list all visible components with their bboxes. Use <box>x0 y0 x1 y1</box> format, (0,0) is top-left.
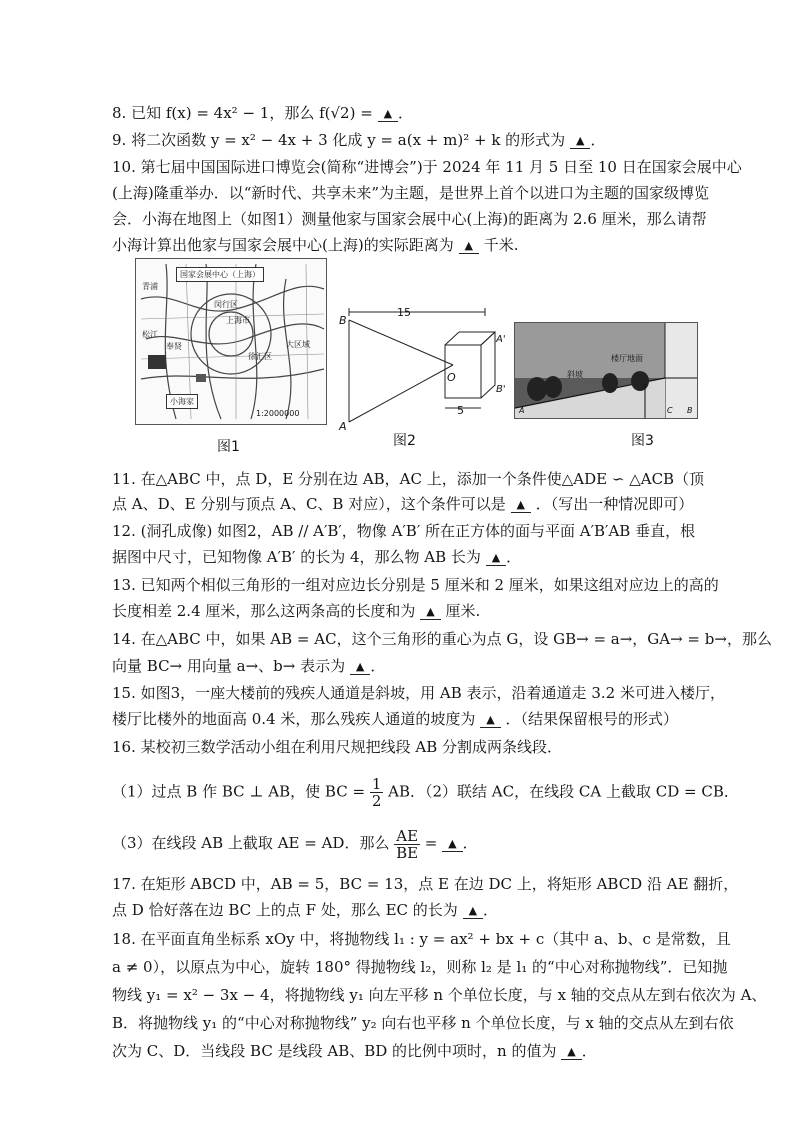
figure-3-ramp-photo <box>514 322 698 419</box>
question-13-line2: 长度相差 2.4 厘米，那么这两条高的长度和为 ▲ 厘米. <box>112 602 481 620</box>
question-18-line1: 18. 在平面直角坐标系 xOy 中，将抛物线 l₁ : y = ax² + bx + c（其中 a、b、c 是常数，且 <box>112 930 731 948</box>
map-place-label: 上海市 <box>226 316 250 325</box>
map-place-label: 徐汇区 <box>248 352 272 361</box>
fig3-label-B: B <box>687 406 693 415</box>
map-label-center: 国家会展中心（上海） <box>176 267 264 282</box>
answer-blank: ▲ <box>570 133 590 149</box>
question-8: 8. 已知 f(x) = 4x² − 1，那么 f(√2) = ▲ ． <box>112 104 414 122</box>
fig2-dimension-5: 5 <box>457 404 464 417</box>
map-place-label: 奉贤 <box>166 342 182 351</box>
ramp-scene <box>515 323 697 418</box>
fig2-label-A: A <box>339 420 347 433</box>
question-10-line3: 会．小海在地图上（如图1）测量他家与国家会展中心(上海)的距离为 2.6 厘米，那么请帮 <box>112 210 707 228</box>
fig2-dimension-15: 15 <box>397 306 411 319</box>
question-12-line2: 据图中尺寸，已知物像 A′B′ 的长为 4，那么物 AB 长为 ▲ ． <box>112 548 522 566</box>
question-10-line1: 10. 第七届中国国际进口博览会(简称“进博会”)于 2024 年 11 月 5 日至 10 日在国家会展中心 <box>112 158 742 176</box>
fig3-label-A: A <box>519 406 525 415</box>
answer-blank: ▲ <box>511 497 531 513</box>
map-label-home: 小海家 <box>166 394 198 409</box>
question-11-line1: 11. 在△ABC 中，点 D，E 分别在边 AB，AC 上，添加一个条件使△ADE ∽ △ACB（顶 <box>112 470 705 488</box>
fig3-label-C: C <box>667 406 673 415</box>
figure-2-caption: 图2 <box>393 433 416 449</box>
figure-3-caption: 图3 <box>631 433 654 449</box>
answer-blank: ▲ <box>442 836 462 852</box>
figure-1-caption: 图1 <box>217 439 240 455</box>
map-place-label: 松江 <box>142 330 158 339</box>
home-marker <box>148 355 166 369</box>
figure-2-pinhole-diagram <box>335 300 515 435</box>
question-18-line3: 物线 y₁ = x² − 3x − 4，将抛物线 y₁ 向左平移 n 个单位长度，与 x 轴的交点从左到右依次为 A、 <box>112 986 767 1004</box>
map-place-label: 大区域 <box>286 340 310 349</box>
question-17-line1: 17. 在矩形 ABCD 中，AB = 5，BC = 13，点 E 在边 DC 上，将矩形 ABCD 沿 AE 翻折， <box>112 875 739 893</box>
map-scale: 1:2000000 <box>256 409 300 418</box>
question-10-line4: 小海计算出他家与国家会展中心(上海)的实际距离为 ▲ 千米. <box>112 236 519 254</box>
fig2-label-B: B <box>339 314 347 327</box>
fraction-one-half: $\frac{1}{2}$ <box>371 775 382 810</box>
fig3-label-slope: 斜坡 <box>567 370 583 379</box>
question-18-line4: B．将抛物线 y₁ 的“中心对称抛物线” y₂ 向右也平移 n 个单位长度，与 x 轴的交点从左到右依 <box>112 1014 734 1032</box>
map-place-label: 闵行区 <box>214 300 238 309</box>
figure-1-map <box>135 258 327 425</box>
question-16-line2: （1）过点 B 作 BC ⊥ AB，使 BC = $\frac{1}{2}$ AB．（2）联结 AC，在线段 CA 上截取 CD = CB． <box>112 775 739 810</box>
question-12-line1: 12. (洞孔成像) 如图2，AB // A′B′，物像 A′B′ 所在正方体的面与平面 A′B′AB 垂直，根 <box>112 522 696 540</box>
answer-blank: ▲ <box>561 1044 581 1060</box>
question-13-line1: 13. 已知两个相似三角形的一组对应边长分别是 5 厘米和 2 厘米，如果这组对应边上的高的 <box>112 576 719 594</box>
question-15-line2: 楼厅比楼外的地面高 0.4 米，那么残疾人通道的坡度为 ▲ ．（结果保留根号的形式） <box>112 710 678 728</box>
answer-blank: ▲ <box>420 604 440 620</box>
question-18-line2: a ≠ 0），以原点为中心，旋转 180° 得抛物线 l₂，则称 l₂ 是 l₁ 的“中心对称抛物线”．已知抛 <box>112 958 728 976</box>
answer-blank: ▲ <box>480 712 500 728</box>
fraction-ae-over-be: $\frac{AE}{BE}$ <box>396 826 419 862</box>
answer-blank: ▲ <box>350 659 370 675</box>
fig2-label-B-prime: B' <box>496 384 506 395</box>
question-17-line2: 点 D 恰好落在边 BC 上的点 F 处，那么 EC 的长为 ▲ ． <box>112 901 499 919</box>
answer-blank: ▲ <box>459 238 479 254</box>
answer-blank: ▲ <box>486 550 506 566</box>
fig3-label-floor: 楼厅地面 <box>611 354 643 363</box>
question-9: 9. 将二次函数 y = x² − 4x + 3 化成 y = a(x + m)² + k 的形式为 ▲ ． <box>112 131 606 149</box>
answer-blank: ▲ <box>378 106 398 122</box>
question-16-line1: 16. 某校初三数学活动小组在利用尺规把线段 AB 分割成两条线段． <box>112 738 563 756</box>
fig2-label-A-prime: A' <box>496 334 506 345</box>
map-place-label: 青浦 <box>142 282 158 291</box>
question-18-line5: 次为 C、D．当线段 BC 是线段 AB、BD 的比例中项时，n 的值为 ▲ ． <box>112 1042 597 1060</box>
question-16-line3: （3）在线段 AB 上截取 AE = AD．那么 $\frac{AE}{BE}$ = ▲ ． <box>112 826 478 862</box>
fig2-label-O: O <box>447 371 456 384</box>
question-14-line2: 向量 BC→ 用向量 a→、b→ 表示为 ▲ ． <box>112 657 386 675</box>
question-15-line1: 15. 如图3，一座大楼前的残疾人通道是斜坡，用 AB 表示，沿着通道走 3.2 米可进入楼厅， <box>112 684 725 702</box>
question-14-line1: 14. 在△ABC 中，如果 AB = AC，这个三角形的重心为点 G，设 GB→ = a→，GA→ = b→，那么 <box>112 630 772 648</box>
answer-blank: ▲ <box>463 903 483 919</box>
question-11-line2: 点 A、D、E 分别与顶点 A、C、B 对应），这个条件可以是 ▲ ．（写出一种情况即可） <box>112 495 694 513</box>
question-10-line2: (上海)隆重举办．以“新时代、共享未来”为主题，是世界上首个以进口为主题的国家级博览 <box>112 184 710 202</box>
